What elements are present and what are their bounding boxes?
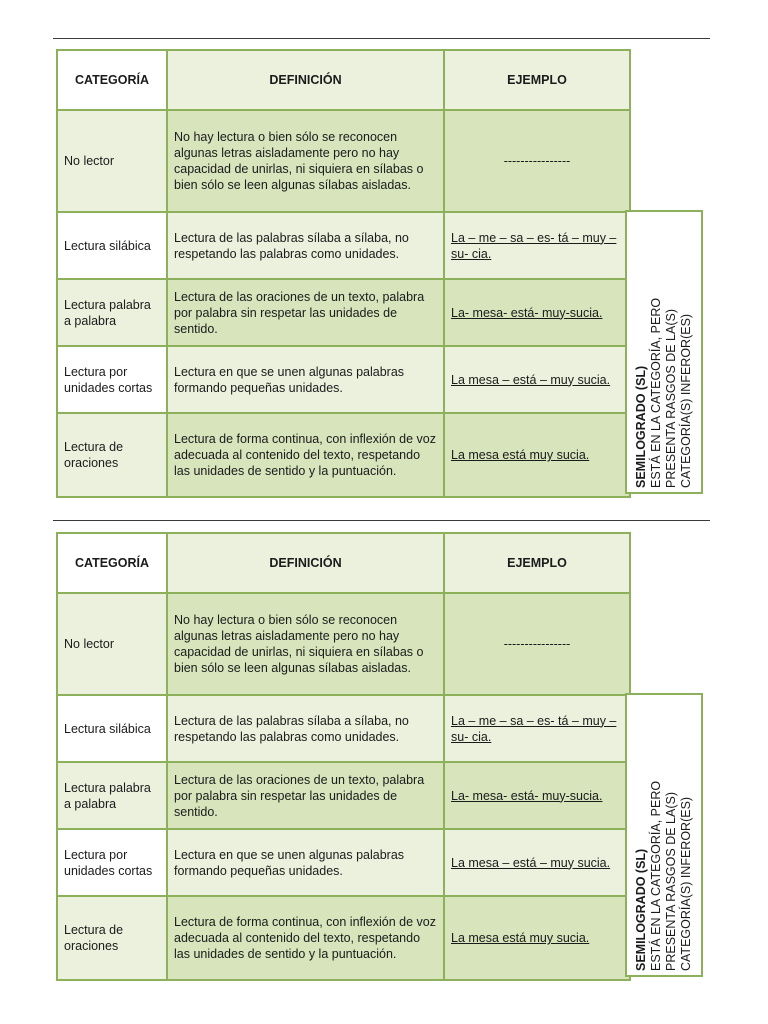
definition-cell: No hay lectura o bien sólo se reconocen algunas letras aisladamente pero no hay capacidad de unirlas, ni siquiera en sílabas o bien sólo se leen algunas sílabas aisladas. xyxy=(167,593,444,695)
example-cell: La – me – sa – es- tá – muy – su- cia. xyxy=(444,212,630,279)
example-cell: La mesa está muy sucia. xyxy=(444,413,630,497)
semilogrado-title: SEMILOGRADO (SL) xyxy=(634,365,648,488)
semilogrado-line: CATEGORÍA(S) INFEROR(ES) xyxy=(679,796,693,971)
category-cell: No lector xyxy=(57,110,167,212)
definition-cell: Lectura de las oraciones de un texto, palabra por palabra sin respetar las unidades de sentido. xyxy=(167,279,444,346)
example-cell: ---------------- xyxy=(444,110,630,212)
semilogrado-label xyxy=(625,210,703,494)
header-row xyxy=(57,50,630,110)
table-row xyxy=(57,593,630,695)
definition-cell: Lectura de forma continua, con inflexión de voz adecuada al contenido del texto, respetando las unidades de sentido y la puntuación. xyxy=(167,896,444,980)
semilogrado-text xyxy=(634,216,694,488)
table-row xyxy=(57,212,630,279)
table-row xyxy=(57,279,630,346)
category-table xyxy=(56,49,631,498)
example-cell: La mesa – está – muy sucia. xyxy=(444,346,630,413)
top-rule xyxy=(53,520,710,521)
semilogrado-line: PRESENTA RASGOS DE LA(S) xyxy=(664,792,678,971)
header-definicion: DEFINICIÓN xyxy=(167,50,444,110)
example-cell: La – me – sa – es- tá – muy – su- cia. xyxy=(444,695,630,762)
table-row xyxy=(57,346,630,413)
category-cell: No lector xyxy=(57,593,167,695)
category-table xyxy=(56,532,631,981)
category-cell: Lectura de oraciones xyxy=(57,896,167,980)
example-cell: La mesa está muy sucia. xyxy=(444,896,630,980)
example-cell: La mesa – está – muy sucia. xyxy=(444,829,630,896)
category-cell: Lectura de oraciones xyxy=(57,413,167,497)
definition-cell: Lectura en que se unen algunas palabras formando pequeñas unidades. xyxy=(167,346,444,413)
reading-levels-table-1 xyxy=(56,49,704,496)
table-row xyxy=(57,896,630,980)
header-categoria: CATEGORÍA xyxy=(57,533,167,593)
category-cell: Lectura por unidades cortas xyxy=(57,346,167,413)
semilogrado-line: PRESENTA RASGOS DE LA(S) xyxy=(664,309,678,488)
header-row xyxy=(57,533,630,593)
semilogrado-line: CATEGORÍA(S) INFEROR(ES) xyxy=(679,313,693,488)
example-cell: ---------------- xyxy=(444,593,630,695)
category-cell: Lectura palabra a palabra xyxy=(57,762,167,829)
table-row xyxy=(57,110,630,212)
top-rule xyxy=(53,38,710,39)
definition-cell: Lectura de las palabras sílaba a sílaba, no respetando las palabras como unidades. xyxy=(167,695,444,762)
table-row xyxy=(57,762,630,829)
header-ejemplo: EJEMPLO xyxy=(444,50,630,110)
definition-cell: Lectura en que se unen algunas palabras formando pequeñas unidades. xyxy=(167,829,444,896)
semilogrado-line: ESTÁ EN LA CATEGORÍA, PERO xyxy=(649,297,663,488)
semilogrado-line: ESTÁ EN LA CATEGORÍA, PERO xyxy=(649,780,663,971)
definition-cell: Lectura de forma continua, con inflexión de voz adecuada al contenido del texto, respetando las unidades de sentido y la puntuación. xyxy=(167,413,444,497)
definition-cell: Lectura de las oraciones de un texto, palabra por palabra sin respetar las unidades de sentido. xyxy=(167,762,444,829)
semilogrado-text xyxy=(634,699,694,971)
table-row xyxy=(57,413,630,497)
reading-levels-table-2 xyxy=(56,532,704,979)
header-categoria: CATEGORÍA xyxy=(57,50,167,110)
category-cell: Lectura silábica xyxy=(57,695,167,762)
example-cell: La- mesa- está- muy-sucia. xyxy=(444,279,630,346)
semilogrado-label xyxy=(625,693,703,977)
header-ejemplo: EJEMPLO xyxy=(444,533,630,593)
category-cell: Lectura palabra a palabra xyxy=(57,279,167,346)
table-row xyxy=(57,829,630,896)
example-cell: La- mesa- está- muy-sucia. xyxy=(444,762,630,829)
category-cell: Lectura silábica xyxy=(57,212,167,279)
definition-cell: Lectura de las palabras sílaba a sílaba, no respetando las palabras como unidades. xyxy=(167,212,444,279)
definition-cell: No hay lectura o bien sólo se reconocen algunas letras aisladamente pero no hay capacidad de unirlas, ni siquiera en sílabas o bien sólo se leen algunas sílabas aisladas. xyxy=(167,110,444,212)
category-cell: Lectura por unidades cortas xyxy=(57,829,167,896)
table-row xyxy=(57,695,630,762)
header-definicion: DEFINICIÓN xyxy=(167,533,444,593)
semilogrado-title: SEMILOGRADO (SL) xyxy=(634,848,648,971)
